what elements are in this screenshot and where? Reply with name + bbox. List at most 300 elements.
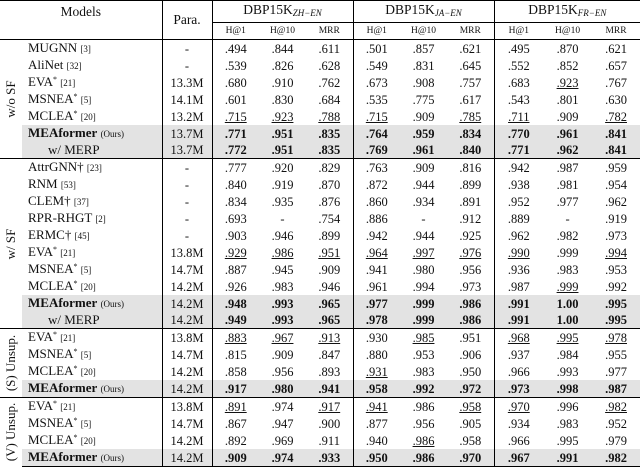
value-text: .951: [459, 330, 482, 345]
value-text: .870: [318, 177, 341, 192]
metric-value: [400, 210, 447, 227]
dataset-pair: ZH−EN: [292, 8, 322, 18]
value-text: .917: [224, 381, 247, 396]
metric-value: [447, 210, 494, 227]
param-count: 14.2M: [162, 295, 212, 312]
value-text: .972: [459, 381, 482, 396]
metric-value: [543, 278, 592, 295]
value-text: .981: [556, 177, 579, 192]
metric-value: [494, 91, 543, 108]
metric-value: [447, 380, 494, 398]
value-text: .893: [318, 364, 341, 379]
model-cell: [22, 91, 162, 108]
metric-value: [447, 193, 494, 210]
value-text: .940: [365, 433, 388, 448]
metric-header: MRR: [447, 23, 494, 40]
metric-value: [259, 176, 306, 193]
header-models: Models: [60, 3, 101, 19]
value-text: .934: [412, 194, 435, 209]
model-name: MCLEA: [28, 278, 74, 293]
value-text: .976: [459, 245, 482, 260]
metric-value: [543, 57, 592, 74]
value-text: .899: [459, 177, 482, 192]
metric-value: [447, 57, 494, 74]
metric-value: [447, 261, 494, 278]
model-cell: [22, 57, 162, 74]
metric-value: [306, 176, 353, 193]
value-text: .997: [412, 245, 435, 260]
dataset-name: DBP15K: [528, 2, 578, 17]
value-text: .860: [365, 194, 388, 209]
metric-value: [259, 415, 306, 432]
value-text: .684: [318, 92, 341, 107]
section-label-cell: [0, 398, 22, 467]
value-text: .835: [318, 143, 341, 157]
metric-value: [306, 142, 353, 159]
metric-value: [400, 176, 447, 193]
metric-header: H@1: [225, 26, 246, 36]
value-text: .941: [318, 381, 341, 396]
value-text: .934: [507, 416, 530, 431]
metric-value: [494, 363, 543, 380]
value-text: .923: [556, 75, 579, 90]
model-citation: [20]: [80, 367, 96, 377]
metric-value: [400, 278, 447, 295]
metric-value: [447, 244, 494, 261]
value-text: .867: [224, 416, 247, 431]
metric-value: [400, 432, 447, 449]
metric-value: [212, 380, 259, 398]
metric-value: [494, 380, 543, 398]
metric-value: [494, 278, 543, 295]
value-text: .973: [507, 381, 530, 396]
metric-value: [592, 159, 640, 177]
metric-value: [592, 57, 640, 74]
value-text: .601: [224, 92, 247, 107]
metric-value: [259, 295, 306, 312]
metric-value: [400, 363, 447, 380]
value-text: .977: [605, 364, 627, 379]
value-text: .769: [365, 143, 388, 157]
value-text: .834: [459, 126, 482, 141]
metric-value: [494, 40, 543, 58]
value-text: .982: [605, 399, 627, 414]
value-text: .905: [459, 416, 482, 431]
value-text: .982: [556, 228, 579, 243]
value-text: .958: [365, 381, 388, 396]
value-text: .990: [507, 245, 530, 260]
table-row: [0, 125, 640, 142]
metric-value: [447, 176, 494, 193]
model-name: MSNEA: [28, 346, 74, 361]
metric-value: [353, 210, 400, 227]
value-text: .941: [365, 262, 388, 277]
value-text: .995: [605, 296, 627, 311]
value-text: .840: [224, 177, 247, 192]
metric-value: [447, 415, 494, 432]
metric-value: [353, 363, 400, 380]
model-cell: [22, 415, 162, 432]
metric-value: [259, 40, 306, 58]
model-name: MSNEA: [28, 415, 74, 430]
metric-value: [212, 125, 259, 142]
value-text: .961: [556, 126, 579, 141]
model-star: *: [73, 109, 78, 118]
model-name: MSNEA: [28, 261, 74, 276]
model-citation: [20]: [80, 436, 96, 446]
metric-value: [543, 227, 592, 244]
metric-value: [353, 415, 400, 432]
value-text: .715: [224, 109, 247, 124]
value-text: .946: [271, 228, 294, 243]
metric-value: [212, 415, 259, 432]
model-citation: [21]: [60, 78, 76, 88]
metric-value: [592, 108, 640, 125]
value-text: .944: [412, 228, 435, 243]
metric-value: [353, 432, 400, 449]
value-text: .847: [318, 347, 341, 362]
metric-value: [212, 449, 259, 467]
value-text: .900: [318, 416, 341, 431]
metric-value: [400, 380, 447, 398]
section-label: w/ SF: [3, 228, 18, 259]
model-name: EVA: [28, 244, 54, 259]
metric-value: [212, 432, 259, 449]
metric-header: H@10: [410, 26, 437, 36]
metric-value: [259, 380, 306, 398]
value-text: .961: [365, 279, 388, 294]
model-citation: [5]: [80, 419, 92, 429]
value-text: .956: [271, 364, 294, 379]
table-row: [0, 57, 640, 74]
metric-value: [306, 91, 353, 108]
value-text: .909: [412, 109, 435, 124]
metric-value: [543, 176, 592, 193]
value-text: .829: [318, 160, 341, 175]
value-text: .994: [605, 245, 627, 260]
metric-value: [400, 415, 447, 432]
model-name: CLEM†: [28, 193, 71, 208]
model-name: MUGNN: [28, 40, 78, 55]
value-text: .950: [459, 364, 482, 379]
value-text: .757: [459, 75, 482, 90]
table-row: [0, 398, 640, 416]
value-text: .970: [507, 399, 530, 414]
param-count: 14.2M: [162, 380, 212, 398]
model-name: AttrGNN†: [28, 159, 84, 174]
value-text: .958: [459, 399, 482, 414]
value-text: .711: [508, 109, 530, 124]
model-citation: [2]: [95, 214, 106, 224]
model-name: MCLEA: [28, 108, 74, 123]
metric-value: [400, 227, 447, 244]
metric-value: [400, 40, 447, 58]
table-row: [0, 227, 640, 244]
metric-value: [494, 210, 543, 227]
metric-value: [543, 91, 592, 108]
metric-value: [306, 159, 353, 177]
value-text: .954: [605, 177, 627, 192]
metric-value: [543, 398, 592, 416]
value-text: .903: [224, 228, 247, 243]
value-text: .987: [507, 279, 530, 294]
metric-value: [212, 74, 259, 91]
param-count: 14.2M: [162, 432, 212, 449]
table-row: [0, 108, 640, 125]
value-text: .986: [271, 245, 294, 260]
model-name: EVA: [28, 74, 54, 89]
model-star: *: [53, 245, 58, 254]
value-text: .937: [507, 347, 530, 362]
value-text: .993: [556, 364, 579, 379]
metric-value: [353, 227, 400, 244]
param-count: 13.8M: [162, 398, 212, 416]
metric-value: [447, 159, 494, 177]
value-text: .683: [507, 75, 530, 90]
value-text: .830: [271, 92, 294, 107]
metric-value: [306, 380, 353, 398]
table-row: [0, 432, 640, 449]
model-citation: [21]: [60, 402, 76, 412]
value-text: .994: [412, 279, 435, 294]
metric-value: [212, 312, 259, 329]
model-cell: [22, 244, 162, 261]
value-text: .938: [507, 177, 530, 192]
metric-value: [306, 244, 353, 261]
value-text: .965: [318, 313, 341, 327]
metric-value: [543, 312, 592, 329]
table-row: [0, 329, 640, 347]
value-text: .908: [412, 75, 435, 90]
metric-value: [447, 346, 494, 363]
section-label-cell: [0, 329, 22, 398]
metric-value: [353, 346, 400, 363]
model-citation: [20]: [80, 112, 96, 122]
param-count: 13.2M: [162, 108, 212, 125]
value-text: .979: [605, 433, 627, 448]
metric-value: [494, 449, 543, 467]
model-cell: [22, 40, 162, 58]
metric-header: H@1: [366, 26, 387, 36]
metric-value: [212, 227, 259, 244]
value-text: .983: [556, 262, 579, 277]
metric-value: [494, 295, 543, 312]
value-text: .942: [365, 228, 388, 243]
value-text: .977: [365, 296, 388, 311]
header-models-filler: [0, 23, 162, 40]
metric-value: [447, 363, 494, 380]
value-text: 1.00: [556, 313, 579, 327]
metric-value: [306, 57, 353, 74]
model-name: MEAformer: [28, 449, 98, 464]
value-text: .956: [459, 262, 482, 277]
param-count: 14.7M: [162, 346, 212, 363]
metric-header: H@10: [269, 26, 296, 36]
metric-value: [400, 244, 447, 261]
metric-value: [353, 278, 400, 295]
value-text: .883: [224, 330, 247, 345]
metric-value: [543, 125, 592, 142]
value-text: .962: [605, 194, 627, 209]
value-text: .993: [271, 296, 294, 311]
value-text: .621: [605, 41, 627, 56]
value-text: .630: [605, 92, 627, 107]
value-text: .999: [412, 313, 435, 327]
value-text: .877: [365, 416, 388, 431]
metric-value: [259, 261, 306, 278]
model-citation: [21]: [60, 248, 76, 258]
metric-value: [592, 329, 640, 347]
metric-value: [447, 329, 494, 347]
model-star: *: [53, 330, 58, 339]
value-text: .991: [507, 296, 530, 311]
metric-value: [306, 415, 353, 432]
metric-value: [259, 57, 306, 74]
model-name: MSNEA: [28, 91, 74, 106]
dataset-pair: FR−EN: [577, 8, 607, 18]
metric-value: [592, 261, 640, 278]
value-text: .762: [318, 75, 341, 90]
metric-value: [212, 244, 259, 261]
model-star: *: [73, 279, 78, 288]
model-cell: [22, 312, 162, 329]
model-citation: [53]: [60, 180, 76, 190]
metric-header: MRR: [306, 23, 353, 40]
table-row: [0, 210, 640, 227]
metric-value: [543, 432, 592, 449]
metric-value: [447, 74, 494, 91]
metric-value: [306, 125, 353, 142]
value-text: -: [565, 211, 570, 226]
value-text: -: [280, 211, 285, 226]
value-text: .929: [224, 245, 247, 260]
value-text: .977: [556, 194, 579, 209]
value-text: .539: [224, 58, 247, 73]
value-text: .987: [556, 160, 579, 175]
value-text: .870: [556, 41, 579, 56]
value-text: .841: [605, 126, 627, 141]
value-text: .995: [556, 330, 579, 345]
metric-value: [259, 244, 306, 261]
metric-value: [259, 363, 306, 380]
metric-value: [400, 449, 447, 467]
table-row: [0, 312, 640, 329]
metric-value: [592, 415, 640, 432]
metric-value: [306, 295, 353, 312]
metric-value: [212, 108, 259, 125]
value-text: .993: [271, 313, 294, 327]
header-models-cell: [0, 1, 162, 23]
value-text: .986: [459, 313, 482, 327]
value-text: .978: [605, 330, 627, 345]
metric-value: [306, 278, 353, 295]
metric-value: [592, 380, 640, 398]
model-cell: [22, 227, 162, 244]
metric-value: [353, 125, 400, 142]
value-text: .992: [412, 381, 435, 396]
value-text: .852: [556, 58, 579, 73]
metric-header-row: [0, 23, 640, 40]
metric-value: [306, 193, 353, 210]
metric-value: [447, 295, 494, 312]
value-text: .535: [365, 92, 388, 107]
value-text: .886: [365, 211, 388, 226]
value-text: .973: [459, 279, 482, 294]
metric-value: [543, 142, 592, 159]
model-cell: [22, 108, 162, 125]
param-count: 13.7M: [162, 125, 212, 142]
metric-value: [306, 210, 353, 227]
value-text: .771: [224, 126, 247, 141]
metric-value: [592, 295, 640, 312]
value-text: .764: [365, 126, 388, 141]
metric-value: [400, 74, 447, 91]
metric-value: [543, 329, 592, 347]
table-row: [0, 91, 640, 108]
table-row: [0, 142, 640, 159]
metric-value: [212, 142, 259, 159]
metric-value: [543, 380, 592, 398]
metric-value: [306, 74, 353, 91]
value-text: .983: [271, 279, 294, 294]
value-text: -: [421, 211, 426, 226]
value-text: .986: [459, 296, 482, 311]
value-text: .991: [507, 313, 530, 327]
param-count: -: [162, 176, 212, 193]
value-text: .967: [271, 330, 294, 345]
metric-value: [447, 312, 494, 329]
metric-value: [400, 159, 447, 177]
metric-value: [353, 312, 400, 329]
model-citation: [23]: [86, 163, 102, 173]
model-name: w/ MERP: [48, 312, 100, 327]
metric-value: [543, 159, 592, 177]
value-text: .844: [271, 41, 294, 56]
metric-value: [592, 91, 640, 108]
metric-value: [306, 329, 353, 347]
value-text: .770: [507, 126, 530, 141]
value-text: .999: [556, 245, 579, 260]
model-citation: [3]: [80, 44, 91, 54]
metric-value: [259, 91, 306, 108]
model-name: EVA: [28, 398, 54, 413]
param-count: 13.8M: [162, 329, 212, 347]
value-text: .543: [507, 92, 530, 107]
metric-value: [259, 108, 306, 125]
metric-header: MRR: [605, 26, 627, 36]
param-count: 14.7M: [162, 415, 212, 432]
value-text: .950: [365, 450, 388, 465]
table-row: [0, 40, 640, 58]
metric-value: [306, 312, 353, 329]
metric-value: [259, 449, 306, 467]
dataset-name: DBP15K: [385, 2, 435, 17]
metric-value: [400, 108, 447, 125]
value-text: .767: [605, 75, 627, 90]
metric-value: [494, 142, 543, 159]
param-count: -: [162, 227, 212, 244]
model-name: RNM: [28, 176, 58, 191]
table-row: [0, 346, 640, 363]
metric-value: [447, 142, 494, 159]
metric-value: [353, 329, 400, 347]
metric-value: [259, 125, 306, 142]
value-text: .999: [556, 279, 579, 294]
metric-value: [494, 227, 543, 244]
metric-value: [353, 108, 400, 125]
param-count: -: [162, 40, 212, 58]
value-text: .966: [507, 364, 530, 379]
